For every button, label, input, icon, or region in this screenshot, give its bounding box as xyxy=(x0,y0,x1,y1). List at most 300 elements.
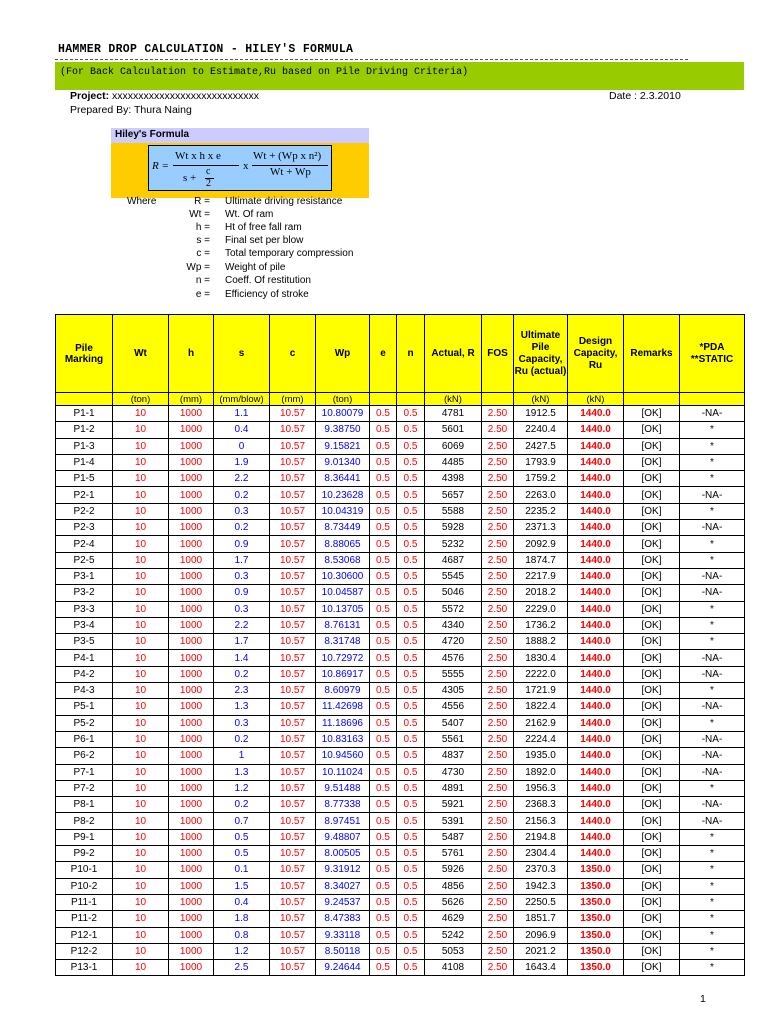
ultimate-capacity-cell: 1822.4 xyxy=(514,699,568,715)
table-row xyxy=(56,617,745,633)
remarks-cell: [OK] xyxy=(624,666,680,682)
prepared-by-text: Prepared By: Thura Naing xyxy=(70,104,192,116)
e-cell: 0.5 xyxy=(370,454,397,470)
h-cell: 1000 xyxy=(169,878,214,894)
ultimate-capacity-cell: 2250.5 xyxy=(514,894,568,910)
formula-lhs: R = xyxy=(152,160,169,172)
n-cell: 0.5 xyxy=(397,731,425,747)
e-cell: 0.5 xyxy=(370,943,397,959)
s-cell: 0.5 xyxy=(214,846,270,862)
ultimate-capacity-cell: 2018.2 xyxy=(514,585,568,601)
n-cell: 0.5 xyxy=(397,503,425,519)
formula-box xyxy=(148,145,332,191)
pile-calculation-table xyxy=(55,314,745,976)
remarks-cell: [OK] xyxy=(624,683,680,699)
n-cell: 0.5 xyxy=(397,520,425,536)
table-units-row xyxy=(56,393,745,406)
wt-cell: 10 xyxy=(113,617,169,633)
wt-cell: 10 xyxy=(113,764,169,780)
actual-r-cell: 5053 xyxy=(425,943,482,959)
s-cell: 1.3 xyxy=(214,699,270,715)
h-cell: 1000 xyxy=(169,568,214,584)
design-capacity-cell: 1440.0 xyxy=(568,650,624,666)
remarks-cell: [OK] xyxy=(624,699,680,715)
e-cell: 0.5 xyxy=(370,748,397,764)
pda-static-cell: -NA- xyxy=(680,666,745,682)
wt-cell: 10 xyxy=(113,683,169,699)
pile-marking-cell: P2-5 xyxy=(56,552,113,568)
col-header: e xyxy=(370,315,397,393)
actual-r-cell: 5926 xyxy=(425,862,482,878)
actual-r-cell: 5921 xyxy=(425,797,482,813)
pda-static-cell: -NA- xyxy=(680,748,745,764)
design-capacity-cell: 1440.0 xyxy=(568,780,624,796)
pda-static-cell: -NA- xyxy=(680,650,745,666)
fos-cell: 2.50 xyxy=(482,813,514,829)
remarks-cell: [OK] xyxy=(624,780,680,796)
remarks-cell: [OK] xyxy=(624,438,680,454)
formula-den1-s: s + xyxy=(183,172,197,184)
where-label: Where xyxy=(127,196,157,207)
table-row xyxy=(56,699,745,715)
wp-cell: 10.11024 xyxy=(316,764,370,780)
s-cell: 2.2 xyxy=(214,617,270,633)
e-cell: 0.5 xyxy=(370,552,397,568)
n-cell: 0.5 xyxy=(397,846,425,862)
legend-description: Ht of free fall ram xyxy=(225,222,302,233)
formula-panel xyxy=(111,143,369,198)
legend-symbol: c = xyxy=(196,248,210,259)
ultimate-capacity-cell: 2368.3 xyxy=(514,797,568,813)
date-text: Date : 2.3.2010 xyxy=(609,90,681,102)
pda-static-cell: * xyxy=(680,601,745,617)
table-row xyxy=(56,960,745,976)
actual-r-cell: 4720 xyxy=(425,634,482,650)
actual-r-cell: 5046 xyxy=(425,585,482,601)
table-row xyxy=(56,536,745,552)
fos-cell: 2.50 xyxy=(482,520,514,536)
c-cell: 10.57 xyxy=(270,699,316,715)
table-row xyxy=(56,683,745,699)
c-cell: 10.57 xyxy=(270,438,316,454)
s-cell: 1 xyxy=(214,748,270,764)
wt-cell: 10 xyxy=(113,666,169,682)
pile-marking-cell: P6-1 xyxy=(56,731,113,747)
n-cell: 0.5 xyxy=(397,471,425,487)
e-cell: 0.5 xyxy=(370,715,397,731)
table-row xyxy=(56,650,745,666)
e-cell: 0.5 xyxy=(370,568,397,584)
e-cell: 0.5 xyxy=(370,911,397,927)
c-cell: 10.57 xyxy=(270,797,316,813)
remarks-cell: [OK] xyxy=(624,927,680,943)
fos-cell: 2.50 xyxy=(482,943,514,959)
wp-cell: 8.60979 xyxy=(316,683,370,699)
actual-r-cell: 5555 xyxy=(425,666,482,682)
legend-description: Weight of pile xyxy=(225,262,286,273)
wp-cell: 9.33118 xyxy=(316,927,370,943)
fos-cell: 2.50 xyxy=(482,601,514,617)
ultimate-capacity-cell: 1721.9 xyxy=(514,683,568,699)
page-title: HAMMER DROP CALCULATION - HILEY'S FORMULA xyxy=(58,43,354,56)
actual-r-cell: 5232 xyxy=(425,536,482,552)
design-capacity-cell: 1350.0 xyxy=(568,878,624,894)
legend-symbol: s = xyxy=(196,235,210,246)
design-capacity-cell: 1440.0 xyxy=(568,520,624,536)
s-cell: 0.2 xyxy=(214,666,270,682)
remarks-cell: [OK] xyxy=(624,943,680,959)
pda-static-cell: * xyxy=(680,894,745,910)
s-cell: 0.9 xyxy=(214,536,270,552)
wt-cell: 10 xyxy=(113,813,169,829)
actual-r-cell: 4556 xyxy=(425,699,482,715)
pda-static-cell: * xyxy=(680,536,745,552)
fos-cell: 2.50 xyxy=(482,422,514,438)
ultimate-capacity-cell: 1851.7 xyxy=(514,911,568,927)
table-row xyxy=(56,797,745,813)
table-row xyxy=(56,552,745,568)
e-cell: 0.5 xyxy=(370,520,397,536)
s-cell: 0.5 xyxy=(214,829,270,845)
actual-r-cell: 5928 xyxy=(425,520,482,536)
actual-r-cell: 4576 xyxy=(425,650,482,666)
actual-r-cell: 4891 xyxy=(425,780,482,796)
fos-cell: 2.50 xyxy=(482,797,514,813)
design-capacity-cell: 1350.0 xyxy=(568,960,624,976)
e-cell: 0.5 xyxy=(370,487,397,503)
wp-cell: 8.47383 xyxy=(316,911,370,927)
h-cell: 1000 xyxy=(169,862,214,878)
design-capacity-cell: 1440.0 xyxy=(568,748,624,764)
h-cell: 1000 xyxy=(169,846,214,862)
c-cell: 10.57 xyxy=(270,894,316,910)
ultimate-capacity-cell: 1888.2 xyxy=(514,634,568,650)
e-cell: 0.5 xyxy=(370,813,397,829)
s-cell: 0.2 xyxy=(214,731,270,747)
actual-r-cell: 5761 xyxy=(425,846,482,862)
legend-description: Total temporary compression xyxy=(225,248,354,259)
pile-marking-cell: P1-1 xyxy=(56,406,113,422)
ultimate-capacity-cell: 2194.8 xyxy=(514,829,568,845)
c-cell: 10.57 xyxy=(270,406,316,422)
legend-symbol: h = xyxy=(195,222,210,233)
pile-marking-cell: P8-1 xyxy=(56,797,113,813)
ultimate-capacity-cell: 2217.9 xyxy=(514,568,568,584)
pda-static-cell: -NA- xyxy=(680,585,745,601)
remarks-cell: [OK] xyxy=(624,894,680,910)
remarks-cell: [OK] xyxy=(624,862,680,878)
formula-den1-2: 2 xyxy=(206,178,211,189)
wt-cell: 10 xyxy=(113,894,169,910)
design-capacity-cell: 1350.0 xyxy=(568,927,624,943)
pile-marking-cell: P1-2 xyxy=(56,422,113,438)
h-cell: 1000 xyxy=(169,552,214,568)
wt-cell: 10 xyxy=(113,797,169,813)
pda-static-cell: * xyxy=(680,438,745,454)
c-cell: 10.57 xyxy=(270,878,316,894)
wp-cell: 10.04587 xyxy=(316,585,370,601)
pda-static-cell: -NA- xyxy=(680,764,745,780)
unit-cell xyxy=(482,393,514,406)
formula-den1-c: c xyxy=(206,166,211,177)
pda-static-cell: -NA- xyxy=(680,813,745,829)
wp-cell: 10.04319 xyxy=(316,503,370,519)
wt-cell: 10 xyxy=(113,943,169,959)
wt-cell: 10 xyxy=(113,731,169,747)
design-capacity-cell: 1350.0 xyxy=(568,943,624,959)
s-cell: 1.3 xyxy=(214,764,270,780)
fos-cell: 2.50 xyxy=(482,471,514,487)
ultimate-capacity-cell: 2235.2 xyxy=(514,503,568,519)
wp-cell: 8.77338 xyxy=(316,797,370,813)
wt-cell: 10 xyxy=(113,536,169,552)
title-divider xyxy=(55,59,688,60)
fos-cell: 2.50 xyxy=(482,878,514,894)
h-cell: 1000 xyxy=(169,601,214,617)
remarks-cell: [OK] xyxy=(624,487,680,503)
unit-cell: (mm) xyxy=(270,393,316,406)
legend-description: Ultimate driving resistance xyxy=(225,196,343,207)
wt-cell: 10 xyxy=(113,552,169,568)
col-header: Pile Marking xyxy=(56,315,113,393)
n-cell: 0.5 xyxy=(397,650,425,666)
h-cell: 1000 xyxy=(169,487,214,503)
pile-marking-cell: P13-1 xyxy=(56,960,113,976)
legend-symbol: R = xyxy=(194,196,210,207)
pda-static-cell: * xyxy=(680,503,745,519)
e-cell: 0.5 xyxy=(370,927,397,943)
unit-cell: (ton) xyxy=(316,393,370,406)
n-cell: 0.5 xyxy=(397,829,425,845)
ultimate-capacity-cell: 2229.0 xyxy=(514,601,568,617)
e-cell: 0.5 xyxy=(370,764,397,780)
n-cell: 0.5 xyxy=(397,536,425,552)
pda-static-cell: * xyxy=(680,634,745,650)
remarks-cell: [OK] xyxy=(624,715,680,731)
h-cell: 1000 xyxy=(169,943,214,959)
design-capacity-cell: 1440.0 xyxy=(568,699,624,715)
pda-static-cell: * xyxy=(680,471,745,487)
fos-cell: 2.50 xyxy=(482,650,514,666)
e-cell: 0.5 xyxy=(370,731,397,747)
table-row xyxy=(56,715,745,731)
c-cell: 10.57 xyxy=(270,960,316,976)
remarks-cell: [OK] xyxy=(624,601,680,617)
page-number: 1 xyxy=(700,993,706,1005)
c-cell: 10.57 xyxy=(270,943,316,959)
project-label: Project: xyxy=(70,90,110,102)
wp-cell: 11.42698 xyxy=(316,699,370,715)
pile-marking-cell: P5-1 xyxy=(56,699,113,715)
wt-cell: 10 xyxy=(113,471,169,487)
ultimate-capacity-cell: 1956.3 xyxy=(514,780,568,796)
fos-cell: 2.50 xyxy=(482,911,514,927)
design-capacity-cell: 1350.0 xyxy=(568,894,624,910)
table-row xyxy=(56,520,745,536)
c-cell: 10.57 xyxy=(270,568,316,584)
actual-r-cell: 4305 xyxy=(425,683,482,699)
pile-marking-cell: P7-1 xyxy=(56,764,113,780)
n-cell: 0.5 xyxy=(397,552,425,568)
fos-cell: 2.50 xyxy=(482,764,514,780)
ultimate-capacity-cell: 2156.3 xyxy=(514,813,568,829)
design-capacity-cell: 1440.0 xyxy=(568,683,624,699)
ultimate-capacity-cell: 2092.9 xyxy=(514,536,568,552)
wp-cell: 10.94560 xyxy=(316,748,370,764)
wp-cell: 8.31748 xyxy=(316,634,370,650)
wp-cell: 9.31912 xyxy=(316,862,370,878)
pile-marking-cell: P8-2 xyxy=(56,813,113,829)
n-cell: 0.5 xyxy=(397,813,425,829)
c-cell: 10.57 xyxy=(270,829,316,845)
actual-r-cell: 5626 xyxy=(425,894,482,910)
pile-marking-cell: P1-3 xyxy=(56,438,113,454)
remarks-cell: [OK] xyxy=(624,454,680,470)
pda-static-cell: * xyxy=(680,552,745,568)
wp-cell: 8.34027 xyxy=(316,878,370,894)
table-row xyxy=(56,927,745,943)
design-capacity-cell: 1440.0 xyxy=(568,438,624,454)
wp-cell: 10.80079 xyxy=(316,406,370,422)
h-cell: 1000 xyxy=(169,715,214,731)
design-capacity-cell: 1440.0 xyxy=(568,666,624,682)
e-cell: 0.5 xyxy=(370,650,397,666)
pda-static-cell: -NA- xyxy=(680,520,745,536)
legend-description: Efficiency of stroke xyxy=(225,289,309,300)
actual-r-cell: 4108 xyxy=(425,960,482,976)
pda-static-cell: * xyxy=(680,862,745,878)
c-cell: 10.57 xyxy=(270,927,316,943)
remarks-cell: [OK] xyxy=(624,617,680,633)
e-cell: 0.5 xyxy=(370,683,397,699)
remarks-cell: [OK] xyxy=(624,960,680,976)
design-capacity-cell: 1350.0 xyxy=(568,911,624,927)
h-cell: 1000 xyxy=(169,927,214,943)
pile-marking-cell: P3-2 xyxy=(56,585,113,601)
c-cell: 10.57 xyxy=(270,911,316,927)
e-cell: 0.5 xyxy=(370,601,397,617)
actual-r-cell: 5391 xyxy=(425,813,482,829)
subtitle-banner: (For Back Calculation to Estimate,Ru based on Pile Driving Criteria) xyxy=(55,62,744,90)
design-capacity-cell: 1440.0 xyxy=(568,536,624,552)
remarks-cell: [OK] xyxy=(624,503,680,519)
wt-cell: 10 xyxy=(113,846,169,862)
table-row xyxy=(56,634,745,650)
col-header: Wp xyxy=(316,315,370,393)
h-cell: 1000 xyxy=(169,960,214,976)
fos-cell: 2.50 xyxy=(482,862,514,878)
c-cell: 10.57 xyxy=(270,422,316,438)
actual-r-cell: 4340 xyxy=(425,617,482,633)
h-cell: 1000 xyxy=(169,813,214,829)
table-row xyxy=(56,780,745,796)
e-cell: 0.5 xyxy=(370,780,397,796)
pda-static-cell: -NA- xyxy=(680,406,745,422)
table-row xyxy=(56,454,745,470)
e-cell: 0.5 xyxy=(370,829,397,845)
h-cell: 1000 xyxy=(169,438,214,454)
c-cell: 10.57 xyxy=(270,634,316,650)
fos-cell: 2.50 xyxy=(482,666,514,682)
wp-cell: 9.24644 xyxy=(316,960,370,976)
pile-marking-cell: P11-2 xyxy=(56,911,113,927)
table-row xyxy=(56,438,745,454)
table-row xyxy=(56,862,745,878)
h-cell: 1000 xyxy=(169,894,214,910)
h-cell: 1000 xyxy=(169,585,214,601)
design-capacity-cell: 1440.0 xyxy=(568,503,624,519)
pile-marking-cell: P11-1 xyxy=(56,894,113,910)
c-cell: 10.57 xyxy=(270,731,316,747)
wp-cell: 8.76131 xyxy=(316,617,370,633)
wp-cell: 10.23628 xyxy=(316,487,370,503)
s-cell: 1.5 xyxy=(214,878,270,894)
pile-marking-cell: P10-1 xyxy=(56,862,113,878)
wp-cell: 8.88065 xyxy=(316,536,370,552)
fos-cell: 2.50 xyxy=(482,731,514,747)
fos-cell: 2.50 xyxy=(482,406,514,422)
h-cell: 1000 xyxy=(169,650,214,666)
wp-cell: 10.83163 xyxy=(316,731,370,747)
remarks-cell: [OK] xyxy=(624,731,680,747)
e-cell: 0.5 xyxy=(370,797,397,813)
e-cell: 0.5 xyxy=(370,585,397,601)
h-cell: 1000 xyxy=(169,520,214,536)
n-cell: 0.5 xyxy=(397,454,425,470)
n-cell: 0.5 xyxy=(397,601,425,617)
formula-times: x xyxy=(243,160,249,172)
actual-r-cell: 4781 xyxy=(425,406,482,422)
pda-static-cell: * xyxy=(680,422,745,438)
c-cell: 10.57 xyxy=(270,764,316,780)
design-capacity-cell: 1440.0 xyxy=(568,829,624,845)
c-cell: 10.57 xyxy=(270,520,316,536)
remarks-cell: [OK] xyxy=(624,797,680,813)
pda-static-cell: * xyxy=(680,878,745,894)
remarks-cell: [OK] xyxy=(624,585,680,601)
s-cell: 2.5 xyxy=(214,960,270,976)
table-row xyxy=(56,666,745,682)
wt-cell: 10 xyxy=(113,568,169,584)
pda-static-cell: -NA- xyxy=(680,731,745,747)
design-capacity-cell: 1440.0 xyxy=(568,764,624,780)
fos-cell: 2.50 xyxy=(482,552,514,568)
actual-r-cell: 5545 xyxy=(425,568,482,584)
e-cell: 0.5 xyxy=(370,617,397,633)
c-cell: 10.57 xyxy=(270,617,316,633)
actual-r-cell: 5657 xyxy=(425,487,482,503)
actual-r-cell: 4730 xyxy=(425,764,482,780)
unit-cell xyxy=(624,393,680,406)
c-cell: 10.57 xyxy=(270,748,316,764)
pile-marking-cell: P1-5 xyxy=(56,471,113,487)
wt-cell: 10 xyxy=(113,487,169,503)
ultimate-capacity-cell: 1793.9 xyxy=(514,454,568,470)
h-cell: 1000 xyxy=(169,797,214,813)
col-header: s xyxy=(214,315,270,393)
col-header: Design Capacity, Ru xyxy=(568,315,624,393)
n-cell: 0.5 xyxy=(397,699,425,715)
c-cell: 10.57 xyxy=(270,666,316,682)
unit-cell: (kN) xyxy=(514,393,568,406)
pile-marking-cell: P12-1 xyxy=(56,927,113,943)
wp-cell: 8.36441 xyxy=(316,471,370,487)
e-cell: 0.5 xyxy=(370,438,397,454)
design-capacity-cell: 1440.0 xyxy=(568,601,624,617)
remarks-cell: [OK] xyxy=(624,878,680,894)
s-cell: 0.7 xyxy=(214,813,270,829)
s-cell: 1.7 xyxy=(214,634,270,650)
